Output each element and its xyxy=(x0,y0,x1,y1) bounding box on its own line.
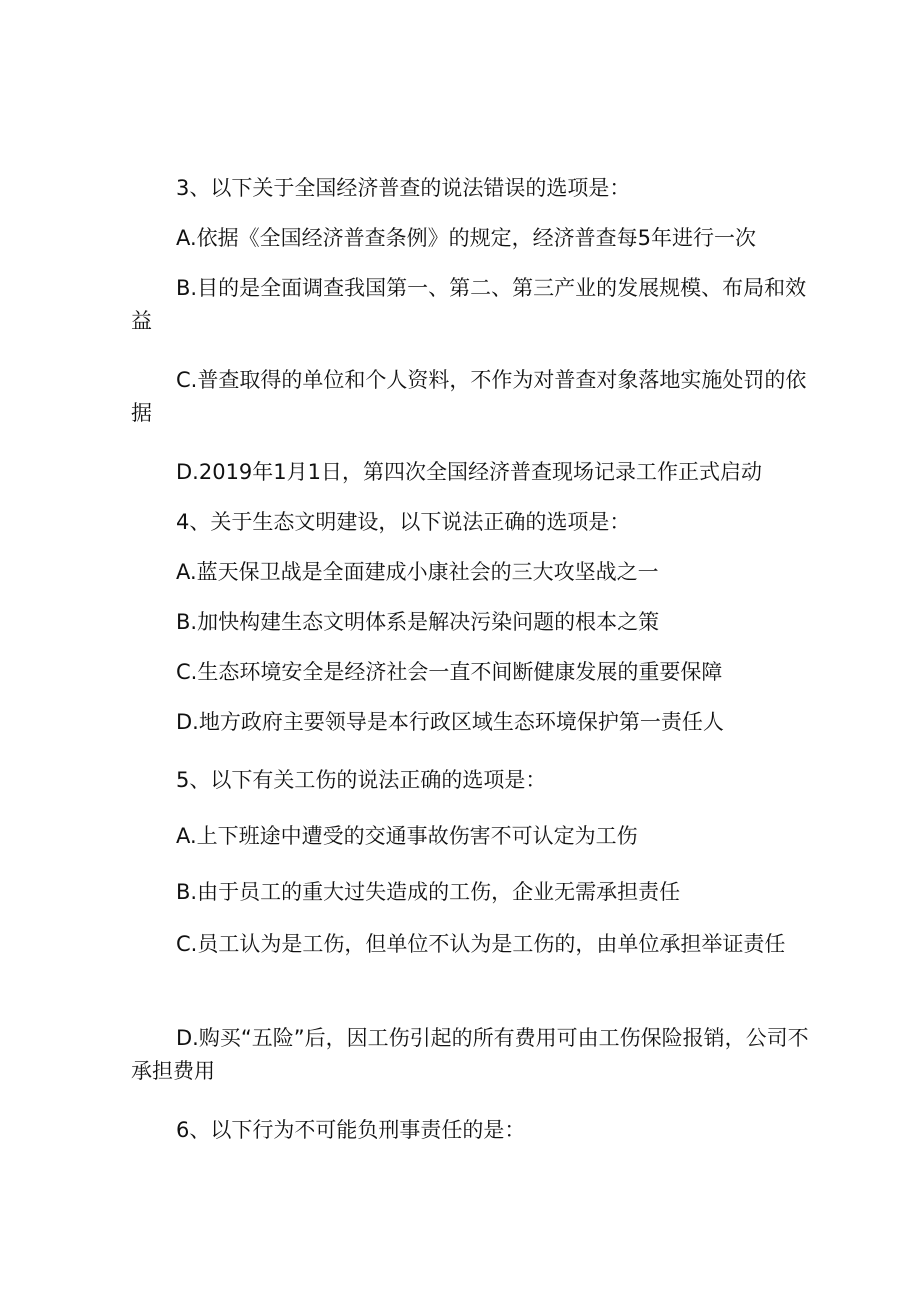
question-5-option-d: D.购买“五险”后，因工伤引起的所有费用可由工伤保险报销，公司不承担费用 xyxy=(131,1026,809,1083)
question-4-option-d: D.地方政府主要领导是本行政区域生态环境保护第一责任人 xyxy=(176,710,724,734)
question-4-option-c: C.生态环境安全是经济社会一直不间断健康发展的重要保障 xyxy=(176,660,723,684)
question-5-option-b: B.由于员工的重大过失造成的工伤，企业无需承担责任 xyxy=(176,880,681,904)
question-3-option-b: B.目的是全面调查我国第一、第二、第三产业的发展规模、布局和效益 xyxy=(131,276,807,333)
question-4-option-b: B.加快构建生态文明体系是解决污染问题的根本之策 xyxy=(176,610,660,634)
question-4-option-a: A.蓝天保卫战是全面建成小康社会的三大攻坚战之一 xyxy=(176,560,659,584)
question-5-option-a: A.上下班途中遭受的交通事故伤害不可认定为工伤 xyxy=(176,824,638,848)
question-5-stem: 5、以下有关工伤的说法正确的选项是： xyxy=(176,768,547,792)
question-3-stem: 3、以下关于全国经济普查的说法错误的选项是： xyxy=(176,176,631,200)
question-4-stem: 4、关于生态文明建设，以下说法正确的选项是： xyxy=(176,510,631,534)
question-3-option-c: C.普查取得的单位和个人资料，不作为对普查对象落地实施处罚的依据 xyxy=(131,368,807,425)
question-6-stem: 6、以下行为不可能负刑事责任的是： xyxy=(176,1118,526,1142)
question-3-option-d: D.2019年1月1日，第四次全国经济普查现场记录工作正式启动 xyxy=(176,460,763,484)
question-3-option-a: A.依据《全国经济普查条例》的规定，经济普查每5年进行一次 xyxy=(176,226,757,250)
question-5-option-c: C.员工认为是工伤，但单位不认为是工伤的，由单位承担举证责任 xyxy=(176,932,786,956)
